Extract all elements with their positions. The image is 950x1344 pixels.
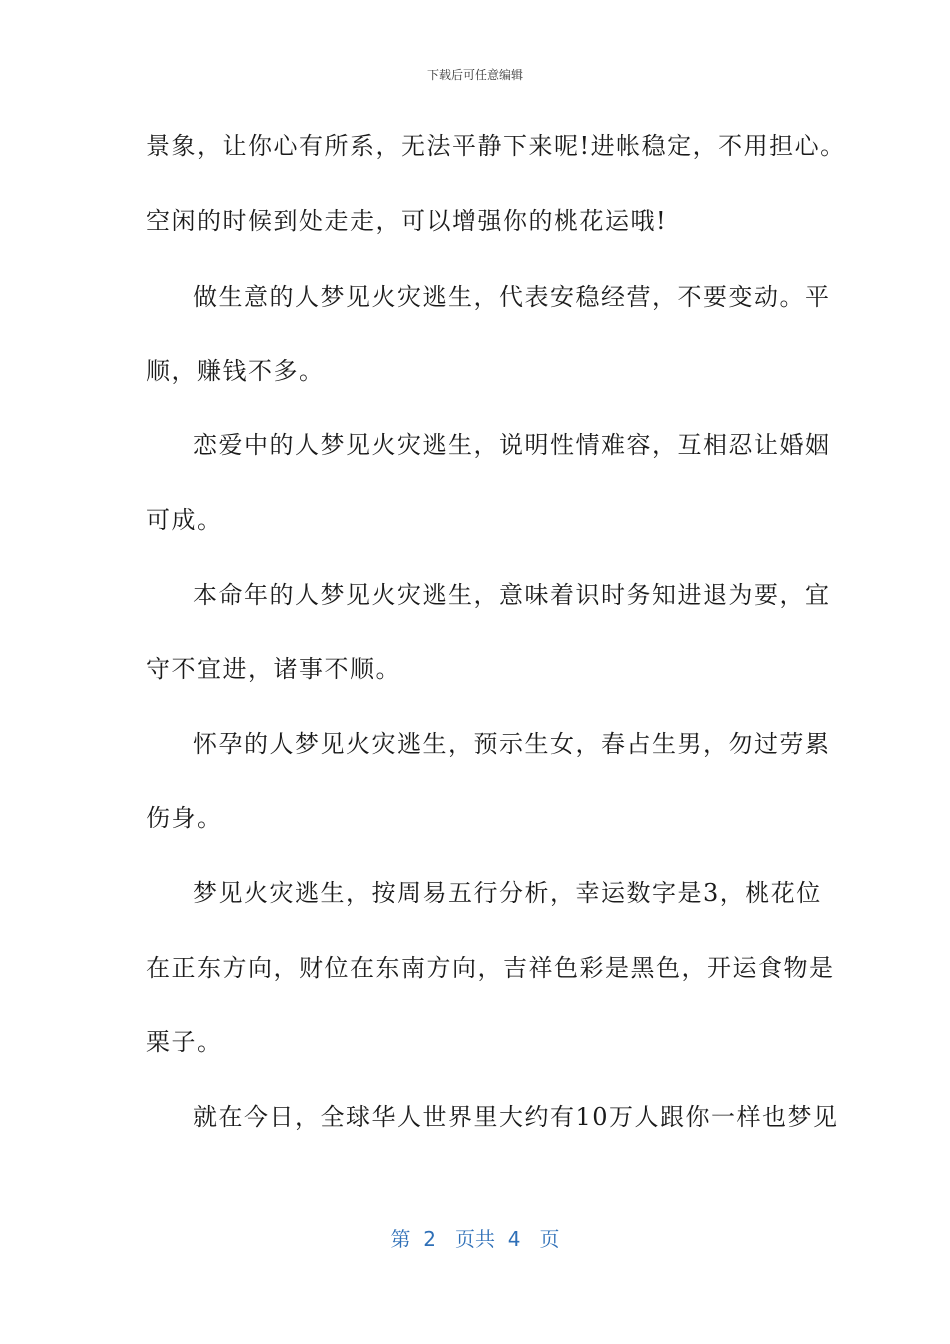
text-line: 守不宜进，诸事不顺。 — [146, 655, 401, 683]
page-header: 下载后可任意编辑 — [426, 68, 523, 82]
paragraph-start: 梦见火灾逃生，按周易五行分析，幸运数字是3，桃花位 — [193, 879, 822, 907]
paragraph-start: 就在今日，全球华人世界里大约有10万人跟你一样也梦见 — [193, 1103, 839, 1131]
text-line: 景象，让你心有所系，无法平静下来呢!进帐稳定，不用担心。 — [146, 132, 846, 160]
text-line: 空闲的时候到处走走，可以增强你的桃花运哦! — [146, 207, 668, 235]
text-line: 可成。 — [146, 506, 223, 534]
paragraph-start: 怀孕的人梦见火灾逃生，预示生女，春占生男，勿过劳累 — [193, 730, 831, 758]
text-line: 栗子。 — [146, 1028, 223, 1056]
text-line: 在正东方向，财位在东南方向，吉祥色彩是黑色，开运食物是 — [146, 954, 835, 982]
text-line: 伤身。 — [146, 804, 223, 832]
paragraph-start: 本命年的人梦见火灾逃生，意味着识时务知进退为要，宜 — [193, 581, 831, 609]
paragraph-start: 恋爱中的人梦见火灾逃生，说明性情难容，互相忍让婚姻 — [193, 431, 831, 459]
paragraph-start: 做生意的人梦见火灾逃生，代表安稳经营，不要变动。平 — [193, 283, 831, 311]
text-line: 顺，赚钱不多。 — [146, 357, 325, 385]
page-number: 第 2 页共 4 页 — [390, 1227, 560, 1251]
